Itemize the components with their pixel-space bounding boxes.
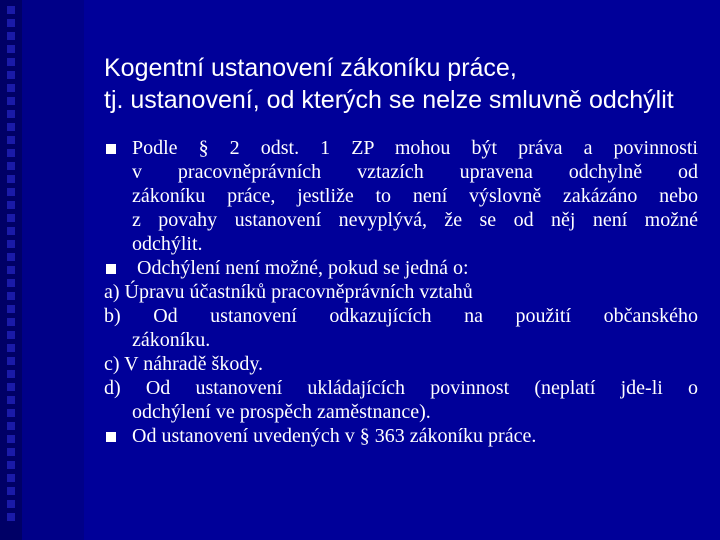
decorative-square — [7, 162, 15, 170]
body-line — [104, 136, 698, 160]
decorative-square — [7, 32, 15, 40]
decorative-square — [7, 331, 15, 339]
body-line: a) Úpravu účastníků pracovněprávních vztahů — [104, 281, 473, 303]
decorative-square — [7, 110, 15, 118]
title-line-2: tj. ustanovení, od kterých se nelze smluvně odchýlit — [104, 86, 674, 114]
decorative-square — [7, 448, 15, 456]
decorative-square — [7, 487, 15, 495]
slide-body — [104, 136, 698, 448]
title-line-1: Kogentní ustanovení zákoníku práce, — [104, 54, 517, 82]
body-line: zákoníku práce, jestliže to není výslovně zakázáno nebo — [132, 185, 698, 207]
square-bullet-icon — [106, 264, 116, 274]
decorative-square — [7, 253, 15, 261]
decorative-square — [7, 227, 15, 235]
body-line: c) V náhradě škody. — [104, 353, 264, 375]
decorative-band — [22, 0, 84, 540]
body-line-text: Podle § 2 odst. 1 ZP mohou být práva a povinnosti — [132, 137, 698, 159]
body-line: zákoníku. — [132, 329, 211, 351]
decorative-square — [7, 45, 15, 53]
decorative-square — [7, 201, 15, 209]
decorative-square — [7, 513, 15, 521]
body-line: z povahy ustanovení nevyplývá, že se od něj není možné — [132, 209, 698, 231]
body-line: d) Od ustanovení ukládajících povinnost (neplatí jde-li o — [104, 377, 698, 399]
decorative-square — [7, 136, 15, 144]
body-line-text: Odchýlení není možné, pokud se jedná o: — [132, 257, 469, 279]
slide-title — [104, 52, 704, 116]
decorative-square — [7, 305, 15, 313]
decorative-square — [7, 71, 15, 79]
decorative-square — [7, 409, 15, 417]
square-bullet-icon — [106, 144, 116, 154]
decorative-square — [7, 149, 15, 157]
decorative-square — [7, 292, 15, 300]
decorative-square — [7, 396, 15, 404]
body-line — [104, 424, 698, 448]
decorative-square — [7, 435, 15, 443]
decorative-square-strip — [0, 0, 22, 540]
body-line: odchýlit. — [132, 233, 203, 255]
decorative-square — [7, 500, 15, 508]
decorative-square — [7, 318, 15, 326]
body-line-text: Od ustanovení uvedených v § 363 zákoníku práce. — [132, 425, 537, 447]
decorative-square — [7, 19, 15, 27]
decorative-square — [7, 474, 15, 482]
decorative-square — [7, 383, 15, 391]
decorative-square — [7, 422, 15, 430]
decorative-square — [7, 279, 15, 287]
body-line: b) Od ustanovení odkazujících na použití občanského — [104, 305, 698, 327]
decorative-square — [7, 344, 15, 352]
decorative-square — [7, 188, 15, 196]
decorative-square — [7, 123, 15, 131]
decorative-square — [7, 357, 15, 365]
body-line: v pracovněprávních vztazích upravena odchylně od — [132, 161, 698, 183]
decorative-square — [7, 214, 15, 222]
body-line — [104, 256, 698, 280]
decorative-square — [7, 84, 15, 92]
body-line: odchýlení ve prospěch zaměstnance). — [132, 401, 431, 423]
square-bullet-icon — [106, 432, 116, 442]
decorative-square — [7, 240, 15, 248]
decorative-square — [7, 58, 15, 66]
decorative-square — [7, 6, 15, 14]
decorative-square — [7, 461, 15, 469]
decorative-square — [7, 175, 15, 183]
decorative-square — [7, 370, 15, 378]
decorative-square — [7, 266, 15, 274]
decorative-square — [7, 97, 15, 105]
